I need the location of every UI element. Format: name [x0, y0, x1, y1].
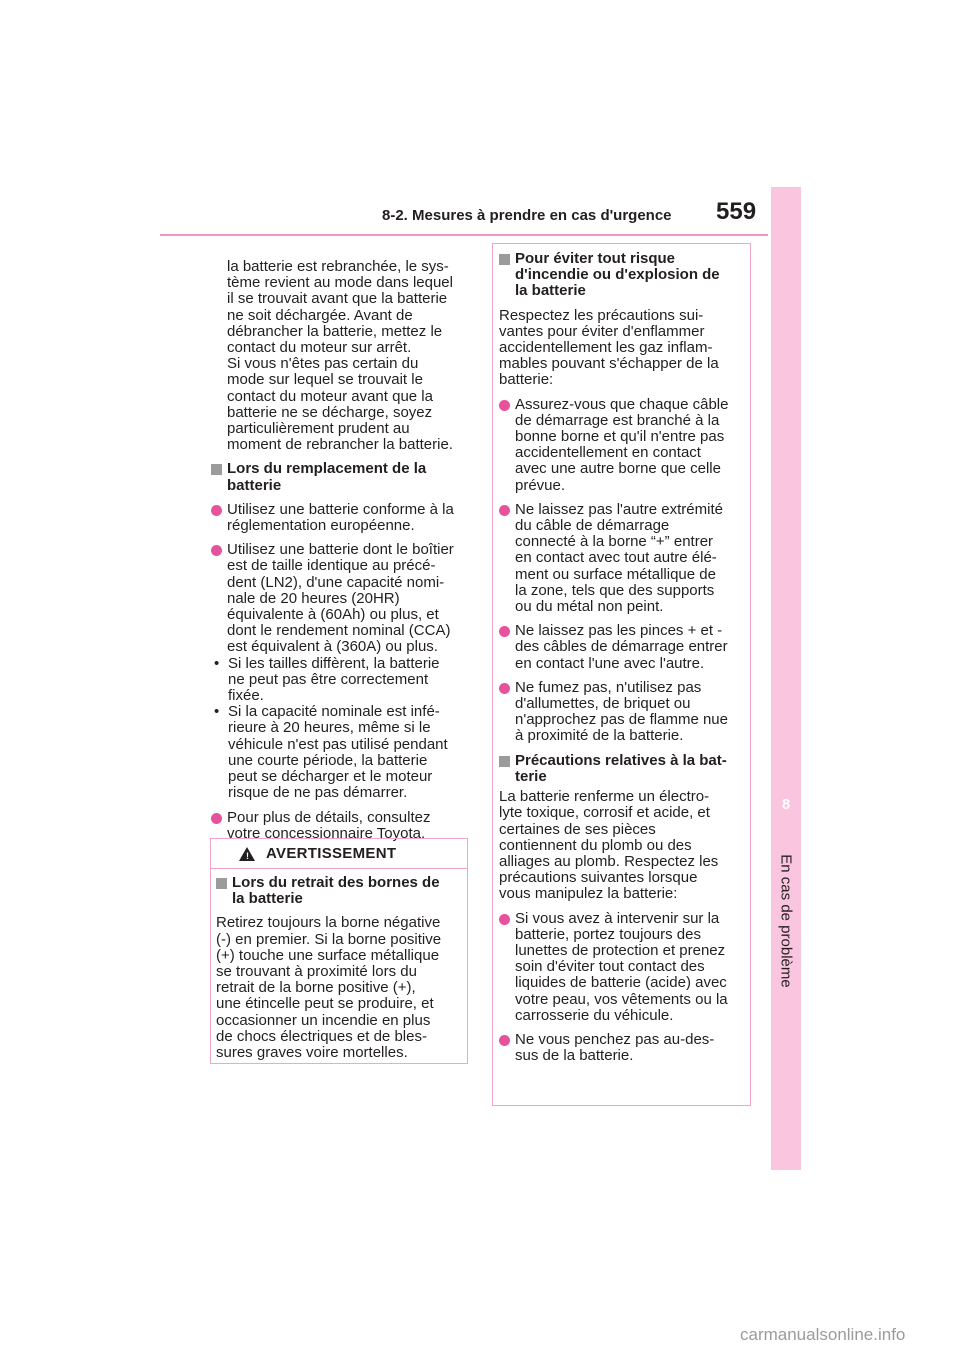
text-line: soin d'éviter tout contact des: [515, 958, 705, 976]
list-item: [211, 502, 471, 534]
text-line: de chocs électriques et de bles-: [216, 1027, 427, 1045]
list-item: [499, 623, 745, 672]
text-line: en contact avec tout autre élé-: [515, 549, 717, 567]
text-line: mode sur lequel se trouvait le: [227, 371, 423, 389]
warning-body: [211, 869, 467, 1061]
text-line: mables pouvant s'échapper de la: [499, 355, 719, 373]
chapter-tab[interactable]: [771, 187, 801, 1170]
circle-bullet-icon: [211, 545, 222, 556]
precautions-heading: [499, 753, 745, 785]
warning-paragraph: [216, 915, 462, 1061]
text-line: Si vous n'êtes pas certain du: [227, 355, 419, 373]
text-line: se trouvant à proximité lors du: [216, 963, 417, 981]
text-line: lunettes de protection et prenez: [515, 941, 726, 959]
text-line: réglementation européenne.: [227, 517, 415, 535]
list-item: [499, 911, 745, 1024]
text-line: est de taille identique au précé-: [227, 557, 436, 575]
text-line: véhicule n'est pas utilisé pendant: [228, 735, 448, 753]
footer-watermark[interactable]: carmanualsonline.info: [740, 1325, 906, 1344]
precautions-intro: [499, 789, 745, 902]
text-line: en contact l'une avec l'autre.: [515, 654, 705, 672]
circle-bullet-icon: [499, 505, 510, 516]
heading-line: Lors du remplacement de la: [227, 460, 427, 478]
warning-header: [211, 839, 467, 869]
sub-list-item: [211, 656, 471, 705]
text-line: Utilisez une batterie conforme à la: [227, 500, 454, 518]
chapter-number: 8: [781, 796, 791, 813]
text-line: ne soit déchargée. Avant de: [227, 306, 413, 324]
text-line: contiennent du plomb ou des: [499, 836, 692, 854]
text-line: accidentellement en contact: [515, 444, 701, 462]
circle-bullet-icon: [211, 505, 222, 516]
heading-line: Précautions relatives à la bat-: [515, 751, 727, 769]
list-item: [499, 1032, 745, 1064]
text-line: Utilisez une batterie dont le boîtier: [227, 541, 454, 559]
exclamation-icon: !: [246, 851, 249, 861]
heading-line: Lors du retrait des bornes de: [232, 874, 440, 891]
header-divider: [160, 234, 768, 236]
circle-bullet-icon: [499, 914, 510, 925]
list-item: [211, 542, 471, 655]
text-line: Retirez toujours la borne négative: [216, 914, 441, 932]
warning-heading: [216, 875, 462, 907]
text-line: Ne laissez pas l'autre extrémité: [515, 500, 723, 518]
heading-line: d'incendie ou d'explosion de: [515, 266, 720, 284]
heading-line: la batterie: [515, 282, 586, 300]
text-line: avec une autre borne que celle: [515, 460, 721, 478]
text-line: prévue.: [515, 476, 566, 494]
dash-bullet-icon: •: [214, 654, 220, 672]
text-line: lyte toxique, corrosif et acide, et: [499, 804, 710, 822]
text-line: équivalente à (60Ah) ou plus, et: [227, 606, 439, 624]
text-line: votre concessionnaire Toyota.: [227, 824, 426, 842]
text-line: batterie:: [499, 371, 554, 389]
text-line: Si la capacité nominale est infé-: [228, 703, 440, 721]
circle-bullet-icon: [499, 1035, 510, 1046]
text-line: contact du moteur avant que la: [227, 387, 433, 405]
dash-bullet-icon: •: [214, 703, 220, 721]
text-line: nale de 20 heures (20HR): [227, 589, 400, 607]
heading-line: Pour éviter tout risque: [515, 250, 676, 267]
square-bullet-icon: [211, 464, 222, 475]
text-line: dent (LN2), d'une capacité nomi-: [227, 573, 445, 591]
text-line: rieure à 20 heures, même si le: [228, 719, 431, 737]
text-line: Ne laissez pas les pinces + et -: [515, 622, 723, 640]
text-line: Si les tailles diffèrent, la batterie: [228, 654, 440, 672]
text-line: il se trouvait avant que la batterie: [227, 290, 448, 308]
text-line: tème revient au mode dans lequel: [227, 274, 453, 292]
text-line: La batterie renferme un électro-: [499, 788, 710, 806]
text-line: de démarrage est branché à la: [515, 411, 720, 429]
text-line: d'allumettes, de briquet ou: [515, 695, 691, 713]
text-line: Pour plus de détails, consultez: [227, 808, 431, 826]
text-line: Respectez les précautions sui-: [499, 306, 704, 324]
text-line: risque de ne pas démarrer.: [228, 784, 408, 802]
text-line: vantes pour éviter d'enflammer: [499, 322, 705, 340]
text-line: dont le rendement nominal (CCA): [227, 622, 451, 640]
fire-heading: [499, 251, 745, 300]
text-line: carrosserie du véhicule.: [515, 1006, 674, 1024]
square-bullet-icon: [216, 878, 227, 889]
heading-line: terie: [515, 767, 547, 785]
chapter-name: En cas de problème: [777, 854, 795, 988]
text-line: ne peut pas être correctement: [228, 670, 429, 688]
text-line: précautions suivantes lorsque: [499, 869, 698, 887]
heading-line: batterie: [227, 476, 282, 494]
text-line: votre peau, vos vêtements ou la: [515, 990, 728, 1008]
page-number: 559: [716, 198, 757, 225]
text-line: fixée.: [228, 687, 264, 705]
circle-bullet-icon: [499, 626, 510, 637]
text-line: moment de rebrancher la batterie.: [227, 436, 453, 454]
text-line: certaines de ses pièces: [499, 820, 656, 838]
text-line: batterie, portez toujours des: [515, 925, 701, 943]
text-line: bonne borne et qu'il n'entre pas: [515, 428, 725, 446]
text-line: sures graves voire mortelles.: [216, 1044, 408, 1062]
text-line: liquides de batterie (acide) avec: [515, 974, 727, 992]
circle-bullet-icon: [499, 400, 510, 411]
text-line: sus de la batterie.: [515, 1047, 634, 1065]
list-item: [499, 680, 745, 745]
square-bullet-icon: [499, 254, 510, 265]
right-column-box: [492, 243, 751, 1106]
text-line: Si vous avez à intervenir sur la: [515, 909, 720, 927]
text-line: (+) touche une surface métallique: [216, 946, 440, 964]
text-line: retrait de la borne positive (+),: [216, 979, 416, 997]
text-line: ou du métal non peint.: [515, 598, 664, 616]
replacement-heading: [211, 461, 471, 493]
text-line: débrancher la batterie, mettez le: [227, 322, 443, 340]
text-line: Ne vous penchez pas au-des-: [515, 1030, 715, 1048]
section-title: 8-2. Mesures à prendre en cas d'urgence: [382, 207, 672, 224]
list-item: [499, 502, 745, 615]
text-line: batterie ne se décharge, soyez: [227, 403, 433, 421]
sub-list-item: [211, 704, 471, 801]
text-line: à proximité de la batterie.: [515, 727, 684, 745]
text-line: ment ou surface métallique de: [515, 565, 716, 583]
text-line: une courte période, la batterie: [228, 751, 428, 769]
fire-intro: [499, 308, 745, 389]
text-line: connecté à la borne “+” entrer: [515, 533, 714, 551]
text-line: Assurez-vous que chaque câble: [515, 395, 729, 413]
text-line: peut se décharger et le moteur: [228, 768, 433, 786]
text-line: occasionner un incendie en plus: [216, 1011, 431, 1029]
text-line: Ne fumez pas, n'utilisez pas: [515, 678, 702, 696]
text-line: accidentellement les gaz inflam-: [499, 339, 713, 357]
text-line: alliages au plomb. Respectez les: [499, 852, 719, 870]
text-line: la zone, tels que des supports: [515, 581, 715, 599]
text-line: des câbles de démarrage entrer: [515, 638, 728, 656]
text-line: (-) en premier. Si la borne positive: [216, 930, 442, 948]
text-line: contact du moteur sur arrêt.: [227, 339, 412, 357]
text-line: n'approchez pas de flamme nue: [515, 711, 728, 729]
text-line: vous manipulez la batterie:: [499, 885, 678, 903]
circle-bullet-icon: [499, 683, 510, 694]
text-line: est équivalent à (360A) ou plus.: [227, 638, 438, 656]
text-line: la batterie est rebranchée, le sys-: [227, 258, 449, 275]
warning-box: [210, 838, 468, 1064]
continuation-paragraph: [211, 259, 471, 453]
left-column: [211, 259, 471, 842]
square-bullet-icon: [499, 756, 510, 767]
list-item: [499, 397, 745, 494]
text-line: particulièrement prudent au: [227, 420, 410, 438]
text-line: du câble de démarrage: [515, 517, 670, 535]
heading-line: la batterie: [232, 890, 303, 908]
text-line: une étincelle peut se produire, et: [216, 995, 434, 1013]
warning-label: AVERTISSEMENT: [266, 845, 397, 862]
circle-bullet-icon: [211, 813, 222, 824]
